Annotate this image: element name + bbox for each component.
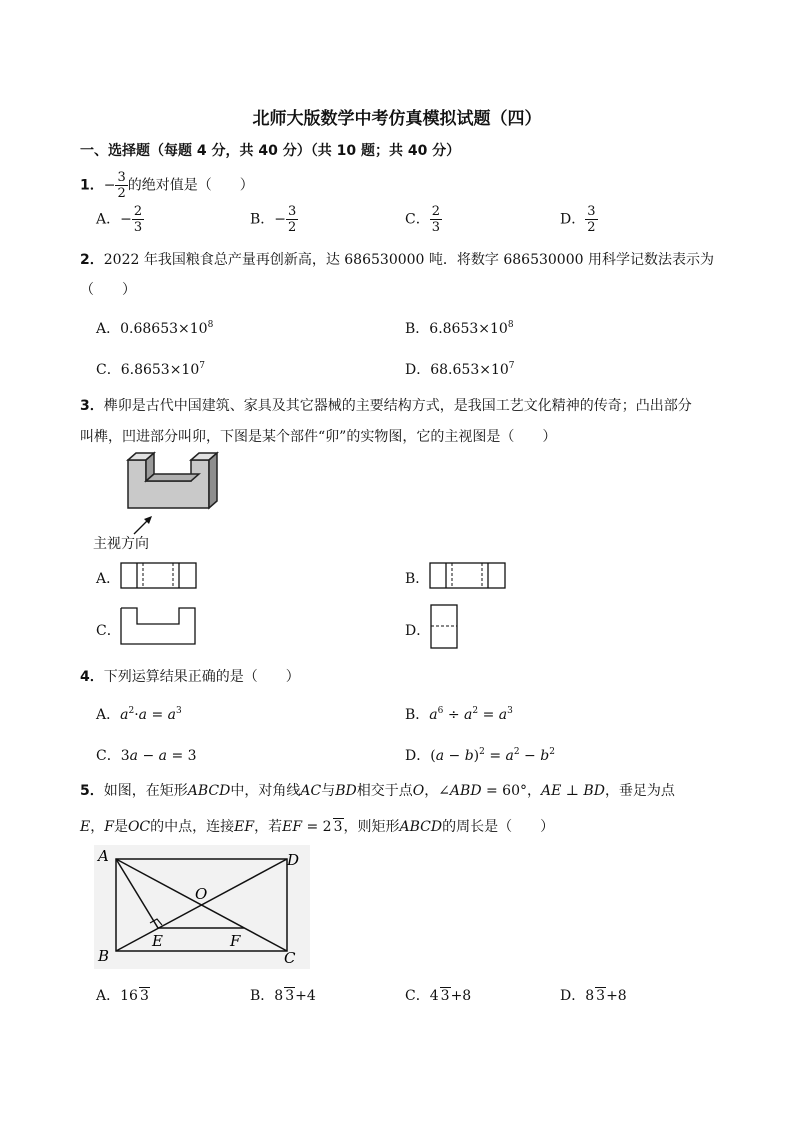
q2-option-d: D．$68.653\times 10^7$ — [405, 361, 515, 378]
q3-option-a-figure — [120, 562, 200, 590]
q1-option-b: B．− $\frac{3}{2}$ — [250, 204, 297, 235]
question-1 — [80, 170, 254, 201]
q3-option-b-figure — [429, 562, 509, 590]
figure-label-b: B — [98, 947, 110, 965]
q1-sign: − — [103, 177, 116, 194]
figure-label-d: D — [287, 851, 300, 869]
q4-option-c: C．3a − a = 3 — [96, 748, 197, 764]
rectangle-figure — [94, 845, 310, 969]
figure-label-a: A — [98, 847, 109, 865]
q5-option-b: B．8 3+4 — [250, 988, 316, 1004]
q3-option-b-label: B． — [405, 571, 430, 587]
q4-option-d: D．$(a - b)^2 = a^2 - b^2$ — [405, 747, 555, 764]
question-number: 5． — [80, 783, 104, 799]
q2-option-b: B．$6.8653\times 10^8$ — [405, 320, 514, 337]
q2-option-a: A．$0.68653\times 10^8$ — [96, 320, 214, 337]
q2-text: 2022 年我国粮食总产量再创新高，达 686530000 吨．将数字 686530000 用科学记数法表示为 — [103, 252, 714, 268]
figure-label-o: O — [195, 885, 208, 903]
q3-option-a-label: A． — [96, 571, 121, 587]
q5-text-line2: E，F是OC的中点，连接EF，若EF = 2 3，则矩形ABCD的周长是（ ） — [80, 819, 555, 835]
section-heading: 一、选择题（每题 4 分，共 40 分）（共 10 题；共 40 分） — [80, 143, 461, 159]
q5-option-c: C．4 3+8 — [405, 988, 472, 1004]
q4-text: 下列运算结果正确的是（ ） — [103, 669, 300, 685]
q1-option-a: A．− $\frac{2}{3}$ — [96, 204, 143, 235]
question-number: 3． — [80, 398, 104, 414]
question-3 — [80, 395, 692, 415]
q2-option-c: C．$6.8653\times 10^7$ — [96, 361, 205, 378]
q4-option-b: B．$a^6 \div a^2 = a^3$ — [405, 706, 513, 723]
q3-option-d-label: D． — [405, 623, 431, 639]
question-2 — [80, 249, 714, 269]
figure-label-c: C — [284, 949, 296, 967]
page-title: 北师大版数学中考仿真模拟试题（四） — [252, 109, 542, 129]
figure-label-e: E — [152, 932, 163, 950]
q3-option-c-figure — [120, 605, 200, 647]
q3-option-c-label: C． — [96, 623, 121, 639]
q5-option-a: A．16 3 — [96, 988, 149, 1004]
q3-option-d-figure — [429, 604, 461, 650]
q1-text: 的绝对值是（ ） — [127, 177, 254, 194]
q1-option-c: C． $\frac{2}{3}$ — [405, 204, 440, 235]
question-number: 1． — [80, 177, 104, 194]
q1-fraction: $\frac{3}{2}$ — [117, 170, 126, 201]
question-5: 5．如图，在矩形ABCD中，对角线AC与BD相交于点O，∠ABD = 60°，AE ⊥ BD，垂足为点 — [80, 783, 675, 799]
question-number: 4． — [80, 669, 104, 685]
question-4 — [80, 666, 300, 686]
q3-figure-caption: 主视方向 — [93, 536, 149, 552]
q1-option-d: D． $\frac{3}{2}$ — [560, 204, 596, 235]
q5-option-d: D．8 3+8 — [560, 988, 627, 1004]
question-number: 2． — [80, 252, 104, 268]
q2-answer-paren: （ ） — [80, 282, 136, 298]
q3-text-line1: 榫卯是古代中国建筑、家具及其它器械的主要结构方式，是我国工艺文化精神的传奇；凸出部分 — [103, 398, 692, 414]
figure-label-f: F — [230, 932, 241, 950]
q4-option-a: A．$a^2\cdot a = a^3$ — [96, 706, 182, 723]
q3-text-line2: 叫榫，凹进部分叫卯，下图是某个部件“卯”的实物图，它的主视图是（ ） — [80, 429, 557, 445]
